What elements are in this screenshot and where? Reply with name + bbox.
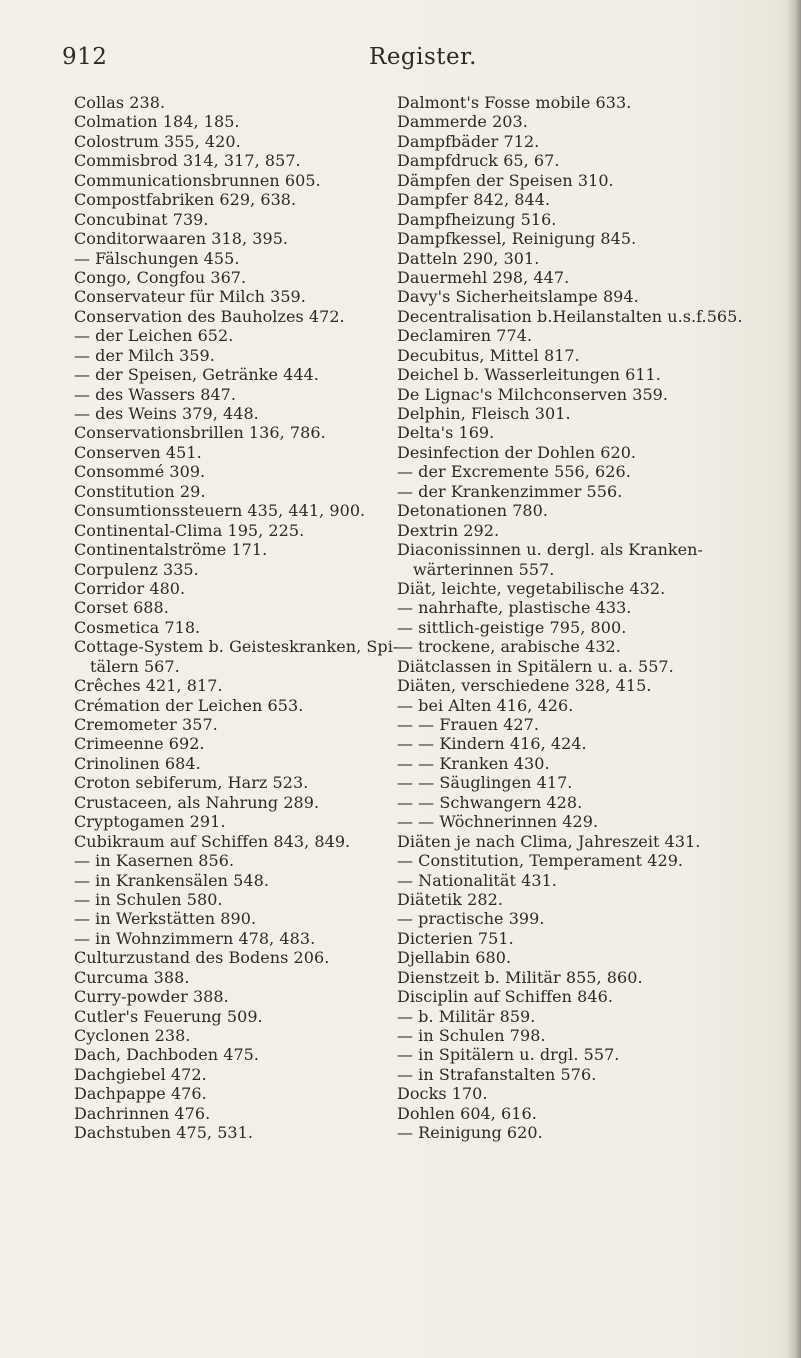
index-entry: Detonationen 780.	[397, 501, 549, 521]
index-entry: — in Spitälern u. drgl. 557.	[397, 1045, 620, 1065]
index-entry: — der Krankenzimmer 556.	[397, 481, 623, 501]
index-entry: Compostfabriken 629, 638.	[74, 190, 297, 210]
index-entry: — — Kindern 416, 424.	[397, 734, 587, 754]
index-entry: Dohlen 604, 616.	[397, 1103, 537, 1123]
index-entry: — Fälschungen 455.	[74, 248, 240, 268]
index-entry: Corset 688.	[74, 598, 169, 618]
index-entry: Curcuma 388.	[74, 967, 190, 987]
index-entry: Declamiren 774.	[397, 326, 533, 346]
index-entry: Dienstzeit b. Militär 855, 860.	[397, 967, 643, 987]
index-entry: Diäten, verschiedene 328, 415.	[397, 676, 652, 696]
page-number: 912	[62, 44, 108, 70]
index-entry: Cosmetica 718.	[74, 617, 201, 637]
index-column-left	[74, 93, 414, 1143]
index-entry: Dampfdruck 65, 67.	[397, 151, 560, 171]
page-binding-edge	[787, 0, 801, 1358]
index-entry: Constitution 29.	[74, 481, 206, 501]
index-entry: Concubinat 739.	[74, 209, 209, 229]
index-entry: — trockene, arabische 432.	[397, 637, 621, 657]
index-entry: Dicterien 751.	[397, 928, 514, 948]
index-entry: Diäten je nach Clima, Jahreszeit 431.	[397, 831, 701, 851]
index-entry: Dauermehl 298, 447.	[397, 267, 570, 287]
index-entry: — Constitution, Temperament 429.	[397, 851, 684, 871]
index-entry: Davy's Sicherheitslampe 894.	[397, 287, 639, 307]
index-entry: De Lignac's Milchconserven 359.	[397, 384, 669, 404]
index-entry: — Nationalität 431.	[397, 870, 557, 890]
index-entry: — — Schwangern 428.	[397, 792, 583, 812]
index-entry: Decentralisation b.Heilanstalten u.s.f.565.	[397, 306, 743, 326]
index-entry: Crêches 421, 817.	[74, 676, 223, 696]
index-entry: — b. Militär 859.	[397, 1006, 536, 1026]
index-entry: Collas 238.	[74, 93, 166, 112]
index-entry: — in Krankensälen 548.	[74, 870, 269, 890]
index-entry: Dampfer 842, 844.	[397, 190, 551, 210]
index-entry: Colostrum 355, 420.	[74, 131, 241, 151]
index-entry: — — Wöchnerinnen 429.	[397, 812, 599, 832]
index-entry: Djellabin 680.	[397, 948, 512, 968]
index-entry: Conservationsbrillen 136, 786.	[74, 423, 326, 443]
index-entry: — practische 399.	[397, 909, 545, 929]
index-entry: Cutler's Feuerung 509.	[74, 1006, 263, 1026]
index-entry: Diätclassen in Spitälern u. a. 557.	[397, 656, 674, 676]
index-entry: Consumtionssteuern 435, 441, 900.	[74, 501, 366, 521]
index-entry: Communicationsbrunnen 605.	[74, 170, 321, 190]
index-entry: Crimeenne 692.	[74, 734, 205, 754]
index-entry: — des Weins 379, 448.	[74, 404, 259, 423]
index-entry: — sittlich-geistige 795, 800.	[397, 617, 627, 637]
index-entry: Delta's 169.	[397, 423, 495, 443]
index-entry: Desinfection der Dohlen 620.	[397, 442, 637, 462]
index-entry: Decubitus, Mittel 817.	[397, 345, 580, 365]
index-entry: — des Wassers 847.	[74, 384, 237, 404]
index-entry: Deichel b. Wasserleitungen 611.	[397, 365, 661, 385]
index-entry: Congo, Congfou 367.	[74, 267, 247, 287]
index-entry: — in Werkstätten 890.	[74, 909, 257, 929]
index-entry: Conserven 451.	[74, 442, 202, 462]
index-entry: Cubikraum auf Schiffen 843, 849.	[74, 831, 351, 851]
index-entry: Dachstuben 475, 531.	[74, 1123, 254, 1143]
running-head-title: Register.	[369, 44, 477, 70]
index-entry: Dextrin 292.	[397, 520, 500, 540]
index-entry: wärterinnen 557.	[413, 559, 555, 579]
index-entry: — — Frauen 427.	[397, 715, 539, 734]
index-entry: Dammerde 203.	[397, 112, 528, 132]
index-entry: Colmation 184, 185.	[74, 112, 240, 132]
index-entry: Conditorwaaren 318, 395.	[74, 229, 289, 249]
index-column-right	[397, 93, 787, 1143]
index-entry: Crustaceen, als Nahrung 289.	[74, 792, 320, 812]
index-entry: — der Leichen 652.	[74, 326, 234, 346]
index-entry: Continental-Clima 195, 225.	[74, 520, 305, 540]
index-entry: Curry-powder 388.	[74, 987, 229, 1007]
index-entry: Dampfkessel, Reinigung 845.	[397, 229, 637, 249]
index-entry: Cremometer 357.	[74, 715, 218, 734]
index-entry: Commisbrod 314, 317, 857.	[74, 151, 301, 171]
index-entry: Cryptogamen 291.	[74, 812, 226, 832]
index-entry: — in Wohnzimmern 478, 483.	[74, 928, 316, 948]
index-entry: Crinolinen 684.	[74, 753, 201, 773]
index-entry: tälern 567.	[90, 656, 180, 676]
index-entry: Culturzustand des Bodens 206.	[74, 948, 330, 968]
index-entry: Dalmont's Fosse mobile 633.	[397, 93, 632, 112]
index-entry: — — Säuglingen 417.	[397, 773, 573, 793]
index-entry: — in Schulen 798.	[397, 1026, 546, 1045]
index-entry: Dachgiebel 472.	[74, 1064, 207, 1084]
index-entry: Consommé 309.	[74, 462, 206, 482]
index-entry: Datteln 290, 301.	[397, 248, 540, 268]
index-entry: — Reinigung 620.	[397, 1123, 543, 1143]
index-entry: Diät, leichte, vegetabilische 432.	[397, 578, 666, 598]
index-entry: — der Speisen, Getränke 444.	[74, 365, 319, 385]
index-entry: Dampfbäder 712.	[397, 131, 540, 151]
index-entry: — bei Alten 416, 426.	[397, 695, 574, 715]
index-entry: Continentalströme 171.	[74, 540, 268, 560]
index-entry: — der Milch 359.	[74, 345, 215, 365]
index-entry: — — Kranken 430.	[397, 753, 550, 773]
index-entry: Docks 170.	[397, 1084, 488, 1104]
index-entry: Conservation des Bauholzes 472.	[74, 306, 345, 326]
index-entry: Crémation der Leichen 653.	[74, 695, 304, 715]
index-entry: Dachpappe 476.	[74, 1084, 207, 1104]
index-entry: Croton sebiferum, Harz 523.	[74, 773, 309, 793]
index-entry: Diätetik 282.	[397, 889, 503, 909]
index-entry: — in Schulen 580.	[74, 889, 223, 909]
index-entry: Dach, Dachboden 475.	[74, 1045, 260, 1065]
index-entry: Delphin, Fleisch 301.	[397, 404, 571, 423]
index-entry: Cyclonen 238.	[74, 1026, 191, 1045]
index-entry: Disciplin auf Schiffen 846.	[397, 987, 613, 1007]
index-entry: Dachrinnen 476.	[74, 1103, 211, 1123]
index-entry: Corpulenz 335.	[74, 559, 199, 579]
index-entry: — in Kasernen 856.	[74, 851, 235, 871]
index-entry: Diaconissinnen u. dergl. als Kranken-	[397, 540, 703, 560]
index-entry: Conservateur für Milch 359.	[74, 287, 306, 307]
index-entry: Dämpfen der Speisen 310.	[397, 170, 614, 190]
index-entry: — der Excremente 556, 626.	[397, 462, 631, 482]
index-entry: Dampfheizung 516.	[397, 209, 557, 229]
index-entry: — nahrhafte, plastische 433.	[397, 598, 632, 618]
index-entry: Corridor 480.	[74, 578, 186, 598]
index-entry: — in Strafanstalten 576.	[397, 1064, 597, 1084]
index-entry: Cottage-System b. Geisteskranken, Spi-	[74, 637, 399, 657]
